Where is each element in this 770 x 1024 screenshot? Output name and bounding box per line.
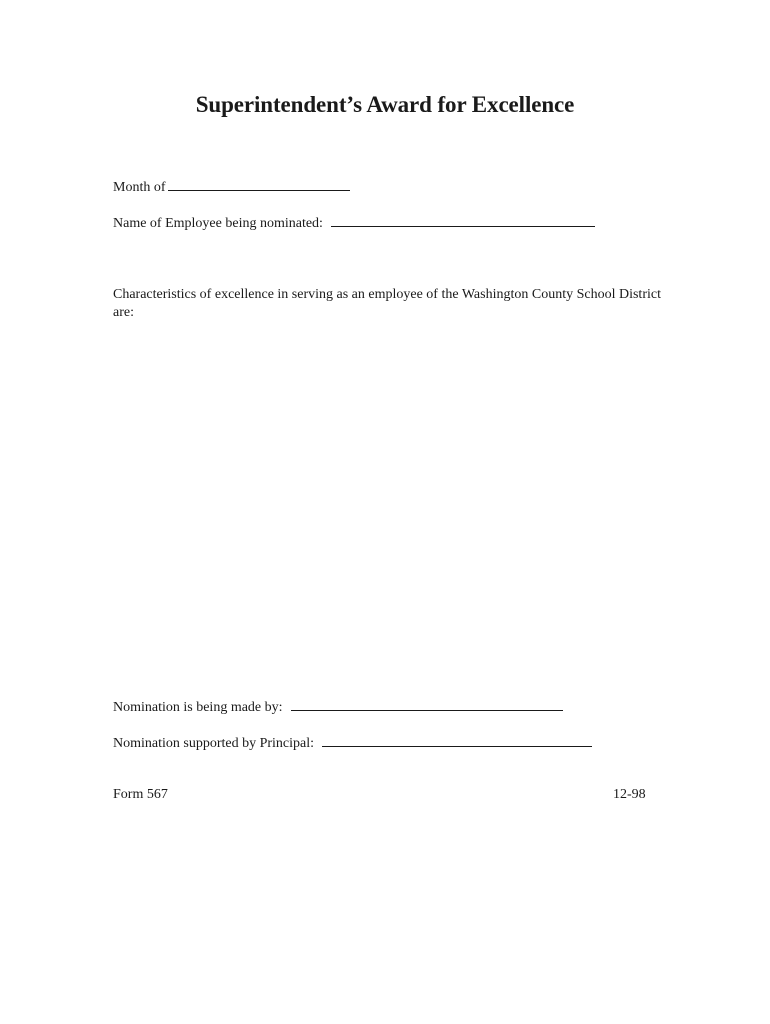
principal-label: Nomination supported by Principal:: [113, 736, 315, 751]
nominated-by-field[interactable]: [291, 698, 563, 711]
employee-field[interactable]: [331, 214, 595, 227]
month-field[interactable]: [168, 178, 350, 191]
characteristics-prompt: Characteristics of excellence in serving as an employee of the Washington County School District are:: [113, 287, 661, 320]
nominated-by-label: Nomination is being made by:: [113, 700, 283, 715]
principal-field[interactable]: [322, 734, 592, 747]
form-revision: 12-98: [613, 787, 646, 802]
month-label: Month of: [113, 180, 166, 195]
employee-label: Name of Employee being nominated:: [113, 216, 323, 231]
form-title: Superintendent’s Award for Excellence: [195, 92, 575, 117]
nominated-by-row: [113, 698, 563, 716]
principal-row: [113, 734, 592, 752]
form-number: Form 567: [113, 787, 168, 802]
month-row: [113, 178, 350, 196]
employee-row: [113, 214, 595, 232]
